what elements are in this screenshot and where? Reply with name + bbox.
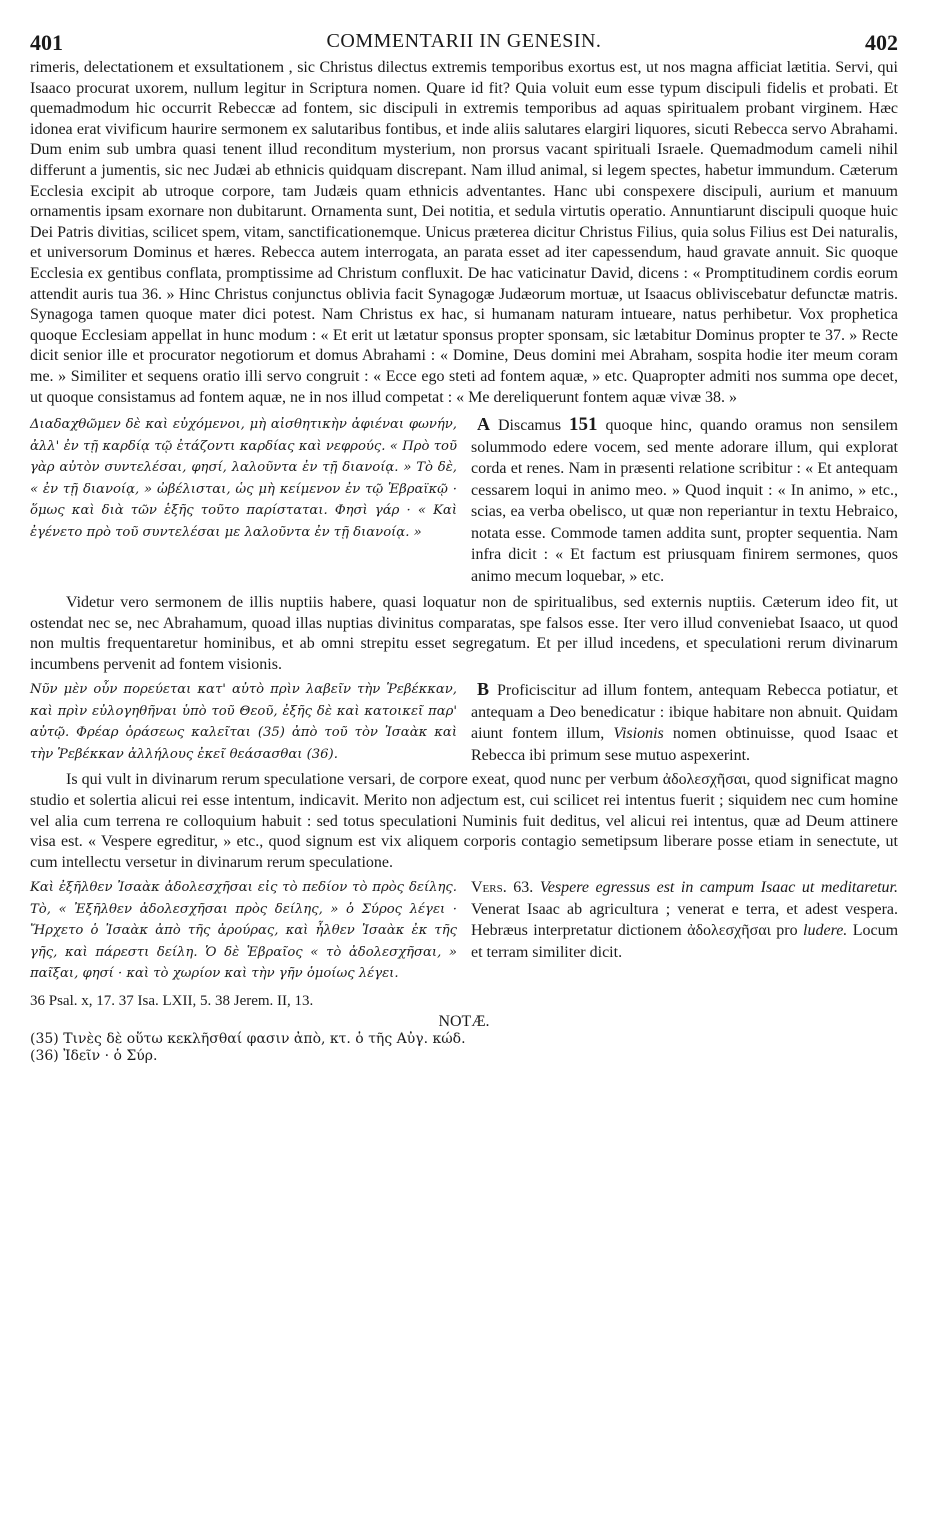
note-item: (35) Τινὲς δὲ οὕτω κεκλῆσθαί φασιν ἀπὸ, κτ. ὁ τῆς Αὐγ. κώδ. [30,1030,466,1047]
page-number-right: 402 [865,30,898,55]
paragraph-videtur: Videtur vero sermonem de illis nuptiis habere, quasi loquatur non de spiritualibus, sed externis nuptiis. Cæterum ideo fit, ut ostendat nec se, nec Abrahamum, quoad illas nuptias divinitus comparatas, spe falsos esse. Iter vero illud conveniebat Isaaco, ut quod non multis frequentaretur hominibus, et ab omni strepitu esset segregatum. Et per illud incedens, et speculationi rerum divinarum incumbens pervenit ad fontem visionis. [30,594,898,673]
column-number: 151 [569,414,598,436]
latin-column-c [471,877,898,963]
page-number-left: 401 [30,30,63,55]
note-item: (36) Ἰδεῖν · ὁ Σύρ. [30,1047,158,1064]
latin-b-post: nomen obtinuisse, quod Isaac et Rebecca ibi primum sese mutuo aspexerint. [471,725,899,764]
latin-c-end: Locum et terram similiter dicit. [471,922,899,961]
section-marker-a: A [477,414,490,435]
latin-a-rest: quoque hinc, quando oramus non sensilem solummodo edere vocem, sed mente adorare illum, qui explorat corda et renes. Nam in præsenti relatione scribitur : « Et antequam cessarem loqui in animo meo. » Quod inquit : « In animo, » etc., scias, ea verba obelisco, ut quæ non reperiantur in textu Hebraico, notata esse. Commode tamen addita sunt, propter sequentia. Nam infra dicit : « Et factum est priusquam finirem sermones, quos animo mecum loquebar, » etc. [471,417,899,585]
page-header [30,30,898,58]
latin-b-pre: Proficiscitur ad illum fontem, antequam Rebecca potiatur, et antequam a Deo benedicatur : ibique habitare non abnuit. Quidam aiunt fontem illum, [471,682,898,743]
running-title: COMMENTARII IN GENESIN. [326,30,602,52]
greek-column-c: Καὶ ἐξῆλθεν Ἰσαὰκ ἀδολεσχῆσαι εἰς τὸ πεδίον τὸ πρὸς δείλης. Τὸ, « Ἐξῆλθεν ἀδολεσχῆσαι πρὸς δείλης, » ὁ Σύρος λέγει · Ἤρχετο ὁ Ἰσαὰκ ἀπὸ τῆς ἀρούρας, καὶ ἦλθεν Ἰσαὰκ ἐκ τῆς γῆς, καὶ πάρεστι δείλη. Ὁ δὲ Ἑβραῖος « τὸ ἀδολεσχῆσαι, » παῖξαι, φησί · καὶ τὸ χωρίον καὶ τὴν γῆν ὁμοίως λέγει. [30,880,457,982]
latin-column-b [471,679,898,766]
footnotes: 36 Psal. x, 17. 37 Isa. LXII, 5. 38 Jerem. II, 13. [30,992,314,1009]
page [30,30,898,1520]
section-b [30,679,898,766]
notae-title: NOTÆ. [438,1012,490,1030]
verse-label: Vers. 63. [471,879,534,897]
latin-column-a [471,414,898,587]
greek-column-b: Νῦν μὲν οὖν πορεύεται κατ' αὐτὸ πρὶν λαβεῖν τὴν Ῥεβέκκαν, καὶ πρὶν εὐλογηθῆναι ὑπὸ τοῦ Θεοῦ, ἐξῆς δὲ καὶ κατοικεῖ παρ' αὐτῷ. Φρέαρ ὁράσεως καλεῖται (35) ἀπὸ τοῦ τὸν Ἰσαὰκ καὶ τὴν Ῥεβέκκαν ἀλλήλους ἐκεῖ θεάσασθαι (36). [30,682,457,762]
paragraph-is: Is qui vult in divinarum rerum speculatione versari, de corpore exeat, quod nunc per verbum ἀδολεσχῆσαι, quod significat magno studio et solertia alicui rei esse intentum, indicavit. Merito non adjectum est, cui scilicet rei intentus fuerit ; siquidem nec cum homine vel alia cum terrena re colloquium habuit : sed totus speculationi Numinis fuit deditus, vel alicui rei intentus, quæ ad Deum attinere visa est. « Vespere egreditur, » etc., quod signum est vix aliquem corporis contagio semetipsum liberare posse etiam in senectute, ut cum intellectu versetur in divinarum rerum speculatione. [30,771,898,871]
latin-b-italic: Visionis [613,725,664,743]
latin-a-start: Discamus [498,417,562,435]
latin-c-italic: ludere. [803,922,848,940]
section-c [30,877,898,985]
verse-text: Vespere egressus est in campum Isaac ut meditaretur. [539,879,899,897]
greek-column-a: Διαδαχθῶμεν δὲ καὶ εὐχόμενοι, μὴ αἰσθητικὴν ἀφιέναι φωνήν, ἀλλ' ἐν τῇ καρδίᾳ τῷ ἐτάζοντι καρδίας καὶ νεφρούς. « Πρὸ τοῦ γὰρ αὐτὸν συντελέσαι, φησί, λαλοῦντα ἐν τῇ διανοίᾳ. » Τὸ δὲ, « ἐν τῇ διανοίᾳ, » ὠβέλισται, ὡς μὴ κείμενον ἐν τῷ Ἑβραϊκῷ · ὅμως καὶ διὰ τῶν ἑξῆς τοῦτο παρίσταται. Φησὶ γάρ · « Καὶ ἐγένετο πρὸ τοῦ συντελέσαι με λαλοῦντα ἐν τῇ διανοίᾳ. » [30,417,457,540]
section-a [30,414,898,587]
intro-paragraph: rimeris, delectationem et exsultationem , sic Christus dilectus extremis temporibus exortus est, ut nos magna afficiat lætitia. Servi, qui Isaaco procurat uxorem, nullum legitur in Scriptura nomen. Quare id fit? Quia voluit eum esse typum discipuli fidelis et probati. Et quemadmodum hic occurrit Rebeccæ ad fontem, sic discipuli in extremis temporibus ad aquas spiritualem probant virginem. Hæc idonea erat vivificum haurire sermonem ex salutaribus fontibus, et inde aliis salutares elargiri liquores, sicuti Rebecca servo Abrahami. Dum enim sub umbra quasi tenent illud reconditum mysterium, non prorsus vacant spirituali Israele. Quemadmodum cameli nihil differunt a jumentis, sic nec Judæi ab ethnicis quidquam discrepant. Nam illud animal, si legem spectes, habetur immundum. Cæterum Ecclesia excipit ab utroque corpore, tam Judæis quam ethnicis adventantes. Hanc ubi conspexere discipuli, aurium et manuum ornamentis ipsam exornare non dubitarunt. Ornamenta sunt, Dei notitia, et sedula virtutis operatio. Annuntiarunt discipuli quoque huic Dei Patris divitias, scilicet spem, vitam, sanctificationemque. Unicus præterea dicitur Christus Filius, quia solus Filius est Dei naturalis, et universorum Dominus et hæres. Rebecca autem interrogata, an parata esset ad iter capessendum, haud gravate annuit. Sic quoque Ecclesia ex gentibus conflata, promptissime ad Christum confluxit. De hac vaticinatur David, dicens : « Promptitudinem cordis eorum attendit auris tua 36. » Hinc Christus conjunctus oblivia facit Synagogæ Judæorum mortuæ, ut Isaacus obliviscebatur defunctæ matris. Synagoga tamen quoque mater dici potest. Nam Christus ex hac, si humanam naturam intueare, natus perhibetur. Vox prophetica quoque Ecclesiam appellat in hunc modum : « Et erit ut lætatur sponsus propter sponsam, sic lætabitur Dominus propter te 37. » Recte dicit senior ille et procurator negotiorum et domus Abrahami : « Domine, Deus domini mei Abraham, sospita hodie iter meum coram me. » Similiter et sequens oratio illi servo congruit : « Ecce ego steti ad fontem aquæ, » etc. Quapropter admiti nos summa ope decet, ut quoque consistamus ad fontem aquæ, ne in nos illud competat : « Me dereliquerunt fontem aquæ vivæ 38. » [30,59,898,406]
section-marker-b: B [477,679,490,700]
latin-c-rest: Venerat Isaac ab agricultura ; venerat e terra, et adest vespera. Hebræus interpretatur dictionem ἀδολεσχῆσαι pro [471,900,898,940]
